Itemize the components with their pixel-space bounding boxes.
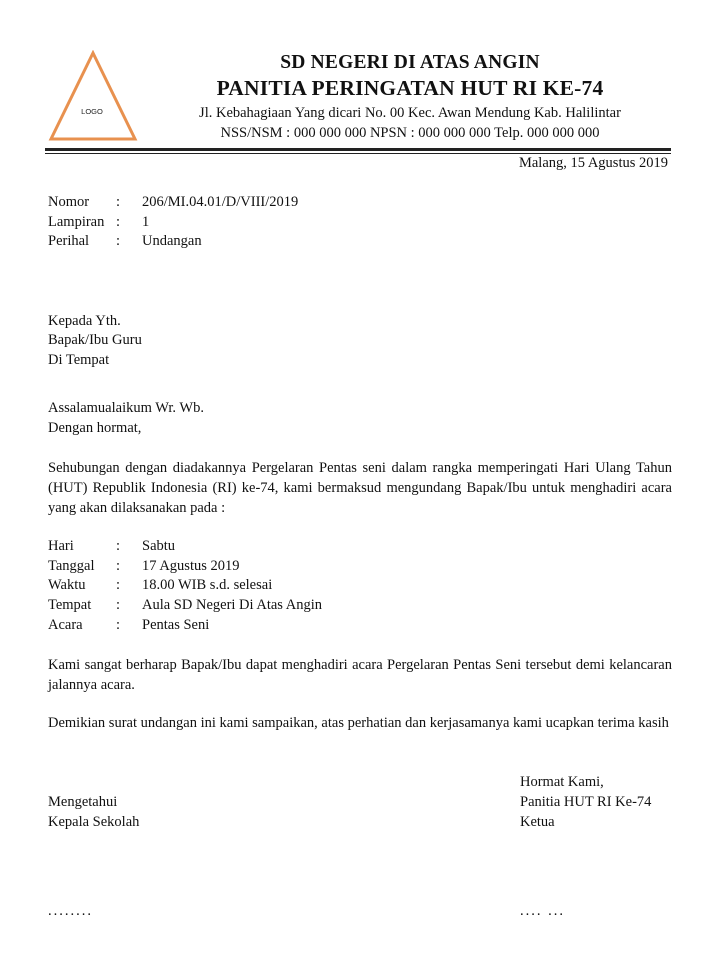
- event-label: Acara: [48, 617, 83, 633]
- event-value: Aula SD Negeri Di Atas Angin: [142, 597, 323, 613]
- meta-value: 206/MI.04.01/D/VIII/2019: [142, 194, 299, 210]
- meta-sep: :: [116, 214, 121, 230]
- meta-label: Lampiran: [48, 214, 105, 230]
- event-value: 17 Agustus 2019: [142, 558, 240, 574]
- salutation: Assalamualaikum Wr. Wb.: [48, 400, 204, 416]
- event-value: Sabtu: [142, 538, 176, 554]
- sign-left-line: Mengetahui: [48, 794, 118, 810]
- event-label: Waktu: [48, 577, 86, 593]
- hope-paragraph: Kami sangat berharap Bapak/Ibu dapat menghadiri acara Pergelaran Pentas Seni tersebut demi kelancaran jalannya acara.: [48, 657, 672, 693]
- meta-value: 1: [142, 214, 150, 230]
- opening: Dengan hormat,: [48, 420, 142, 436]
- recipient-line: Kepada Yth.: [48, 313, 121, 329]
- committee-name: PANITIA PERINGATAN HUT RI KE-74: [216, 76, 604, 100]
- event-sep: :: [116, 558, 121, 574]
- header-rule-thick: [45, 148, 671, 151]
- event-label: Tanggal: [48, 558, 95, 574]
- closing-paragraph: Demikian surat undangan ini kami sampaikan, atas perhatian dan kerjasamanya kami ucapkan terima kasih: [48, 715, 669, 731]
- letter-date: Malang, 15 Agustus 2019: [518, 155, 668, 171]
- event-sep: :: [116, 617, 121, 633]
- sign-right-line: Panitia HUT RI Ke-74: [520, 794, 652, 810]
- recipient-line: Di Tempat: [48, 352, 110, 368]
- event-value: 18.00 WIB s.d. selesai: [142, 577, 273, 593]
- meta-label: Nomor: [48, 194, 90, 210]
- sign-right-name-placeholder: .... ...: [520, 903, 565, 919]
- event-sep: :: [116, 538, 121, 554]
- event-sep: :: [116, 597, 121, 613]
- event-label: Hari: [48, 538, 74, 554]
- sign-right-line: Ketua: [520, 814, 555, 830]
- meta-sep: :: [116, 233, 121, 249]
- logo-triangle: [48, 50, 138, 142]
- event-label: Tempat: [48, 597, 92, 613]
- school-name: SD NEGERI DI ATAS ANGIN: [280, 52, 540, 73]
- logo-label: LOGO: [81, 107, 103, 116]
- intro-paragraph: Sehubungan dengan diadakannya Pergelaran Pentas seni dalam rangka memperingati Hari Ulang Tahun (HUT) Republik Indonesia (RI) ke-74, kami bermaksud mengundang Bapak/Ibu untuk menghadiri acara yang akan dilaksanakan pada :: [48, 460, 672, 516]
- ids-line: NSS/NSM : 000 000 000 NPSN : 000 000 000 Telp. 000 000 000: [220, 125, 600, 141]
- recipient-line: Bapak/Ibu Guru: [48, 332, 142, 348]
- meta-value: Undangan: [142, 233, 202, 249]
- meta-label: Perihal: [48, 233, 90, 249]
- sign-left-line: Kepala Sekolah: [48, 814, 140, 830]
- address-line: Jl. Kebahagiaan Yang dicari No. 00 Kec. Awan Mendung Kab. Halilintar: [199, 105, 621, 121]
- event-value: Pentas Seni: [142, 617, 210, 633]
- meta-sep: :: [116, 194, 121, 210]
- sign-right-line: Hormat Kami,: [520, 774, 604, 790]
- event-sep: :: [116, 577, 121, 593]
- sign-left-name-placeholder: ........: [48, 903, 93, 919]
